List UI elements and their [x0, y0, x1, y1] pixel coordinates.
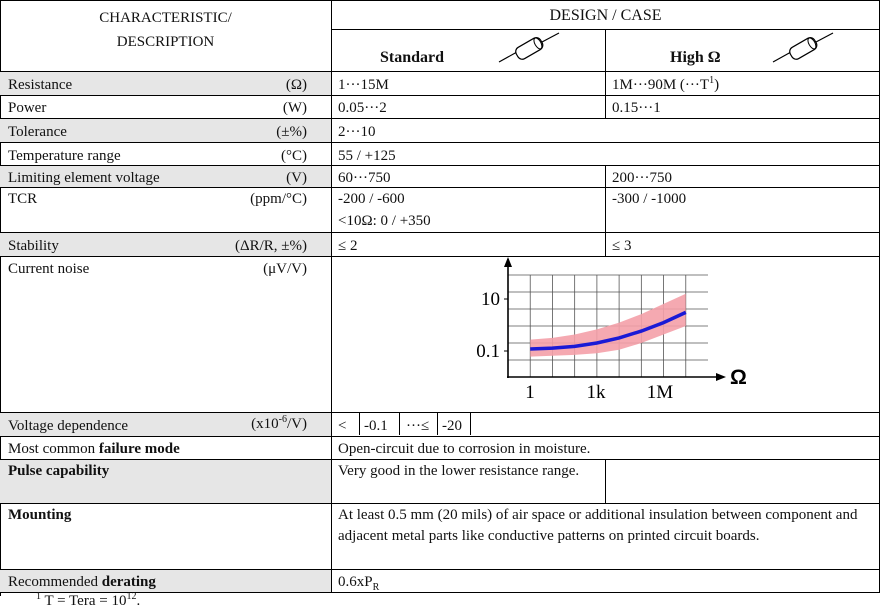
row-tcr-unit: (ppm/°C)	[250, 191, 307, 207]
row-temperature-label: Temperature range	[8, 148, 121, 164]
row-temperature-value: 55 / +125	[338, 148, 396, 164]
header-standard-cell	[332, 30, 606, 72]
row-power-high: 0.15···1	[612, 100, 661, 116]
row-stability-unit: (ΔR/R, ±%)	[234, 238, 307, 254]
row-stability-standard: ≤ 2	[338, 238, 358, 254]
row-resistance-high-text: 1M···90M (···T	[612, 77, 710, 93]
row-failure-label	[8, 439, 180, 459]
derating-label-bold: derating	[101, 574, 156, 590]
row-limiting-unit: (V)	[286, 170, 307, 186]
row-resistance-high-footnote-ref: 1	[709, 75, 715, 86]
row-pulse-label-cell	[0, 460, 332, 504]
derating-value-text: 0.6xP	[338, 574, 373, 590]
row-tcr-high: -300 / -1000	[612, 191, 687, 207]
row-stability-label-cell	[0, 233, 332, 257]
row-power-unit: (W)	[282, 100, 307, 116]
row-limiting-high: 200···750	[612, 170, 672, 186]
voltage-dep-lt: <	[338, 418, 347, 434]
row-derating-label	[8, 572, 156, 592]
row-tolerance-label-cell	[0, 119, 332, 143]
row-limiting-high-cell	[606, 166, 880, 188]
y-axis-arrow	[504, 257, 512, 267]
footnote-exponent: 12	[126, 591, 137, 602]
row-current-noise-unit: (μV/V)	[263, 261, 307, 277]
row-power-high-cell	[606, 96, 880, 119]
footnote-marker: 1	[36, 591, 41, 602]
row-resistance-label-cell	[0, 72, 332, 96]
row-pulse-value: Very good in the lower resistance range.	[338, 463, 580, 479]
failure-label-bold: failure mode	[98, 441, 180, 457]
row-pulse-label: Pulse capability	[8, 463, 110, 479]
voltage-dep-max: -20	[442, 418, 462, 434]
row-mounting-value: At least 0.5 mm (20 mils) of air space or additional insulation between component and adjacent metal parts like conductive patterns on printed circuit boards.	[338, 507, 858, 544]
row-resistance-label: Resistance	[8, 77, 73, 93]
header-high-ohm-cell	[606, 30, 880, 72]
current-noise-chart	[332, 257, 880, 413]
footnote-text: T = Tera = 10	[41, 593, 127, 609]
row-stability-high-cell	[606, 233, 880, 257]
row-failure-value: Open-circuit due to corrosion in moisture.	[338, 441, 591, 457]
row-temperature-value-cell	[332, 143, 880, 166]
row-failure-value-cell	[332, 437, 880, 460]
row-temperature-label-cell	[0, 143, 332, 166]
row-tolerance-value-cell	[332, 119, 880, 143]
row-tcr-standard-line2: <10Ω: 0 / +350	[338, 213, 431, 229]
header-characteristic-cell	[0, 0, 332, 72]
row-stability-standard-cell	[332, 233, 606, 257]
row-voltage-dep-value-cell	[332, 413, 880, 437]
x-axis-label: Ω	[730, 366, 747, 389]
derating-value-sub: R	[372, 582, 380, 593]
row-voltage-dep-label-cell	[0, 413, 332, 437]
row-pulse-high-cell	[606, 460, 880, 504]
row-stability-high: ≤ 3	[612, 238, 632, 254]
row-tolerance-unit: (±%)	[276, 124, 307, 140]
axial-resistor-icon	[497, 30, 561, 66]
y-tick-label: 0.1	[476, 341, 500, 362]
row-resistance-high-cell	[606, 72, 880, 96]
row-voltage-dep-label: Voltage dependence	[8, 418, 129, 434]
header-characteristic-line2: DESCRIPTION	[116, 34, 215, 50]
y-tick-label: 10	[481, 289, 500, 310]
row-resistance-standard-cell	[332, 72, 606, 96]
derating-label-prefix: Recommended	[8, 574, 102, 590]
row-limiting-label: Limiting element voltage	[8, 170, 160, 186]
row-tcr-high-cell	[606, 188, 880, 233]
row-tolerance-label: Tolerance	[8, 124, 67, 140]
row-resistance-unit: (Ω)	[285, 77, 307, 93]
voltage-dep-unit-prefix: (x10	[251, 416, 279, 432]
row-power-label-cell	[0, 96, 332, 119]
footnote-end: .	[136, 593, 141, 609]
footnote	[36, 591, 140, 611]
row-limiting-label-cell	[0, 166, 332, 188]
row-current-noise-label: Current noise	[8, 261, 90, 277]
axial-resistor-icon	[771, 30, 835, 66]
row-temperature-unit: (°C)	[281, 148, 307, 164]
row-tcr-label: TCR	[8, 191, 38, 207]
row-mounting-label: Mounting	[8, 507, 72, 523]
x-tick-label: 1k	[586, 382, 606, 403]
voltage-dep-unit-suffix: /V)	[287, 416, 307, 432]
row-voltage-dep-unit	[251, 414, 307, 434]
row-power-standard: 0.05···2	[338, 100, 387, 116]
voltage-dep-min: -0.1	[364, 418, 388, 434]
row-limiting-standard: 60···750	[338, 170, 391, 186]
row-failure-label-cell	[0, 437, 332, 460]
row-tcr-standard-cell	[332, 188, 606, 233]
voltage-dep-range: ···≤	[406, 418, 430, 434]
row-limiting-standard-cell	[332, 166, 606, 188]
row-pulse-value-cell	[332, 460, 606, 504]
row-tolerance-value: 2···10	[338, 124, 376, 140]
failure-label-prefix: Most common	[8, 441, 99, 457]
row-power-label: Power	[8, 100, 47, 116]
header-standard: Standard	[380, 49, 445, 66]
row-resistance-high	[612, 75, 719, 95]
voltage-dep-unit-exp: -6	[278, 414, 287, 425]
row-mounting-value-cell	[332, 504, 880, 570]
header-design-case-cell	[332, 0, 880, 30]
row-derating-value-cell	[332, 570, 880, 593]
row-tcr-standard-line1: -200 / -600	[338, 191, 405, 207]
row-power-standard-cell	[332, 96, 606, 119]
row-derating-label-cell	[0, 570, 332, 593]
row-mounting-label-cell	[0, 504, 332, 570]
x-tick-label: 1	[525, 382, 535, 403]
row-derating-value	[338, 572, 379, 592]
row-stability-label: Stability	[8, 238, 59, 254]
header-high-ohm: High Ω	[670, 49, 721, 66]
header-design-case: DESIGN / CASE	[549, 7, 662, 24]
x-axis-arrow	[716, 373, 726, 381]
header-characteristic-line1: CHARACTERISTIC/	[99, 10, 232, 26]
row-tcr-label-cell	[0, 188, 332, 233]
row-resistance-standard: 1···15M	[338, 77, 389, 93]
x-tick-label: 1M	[646, 382, 674, 403]
row-current-noise-label-cell	[0, 257, 332, 413]
row-current-noise-chart-cell	[332, 257, 880, 413]
row-resistance-high-end: )	[714, 77, 720, 93]
